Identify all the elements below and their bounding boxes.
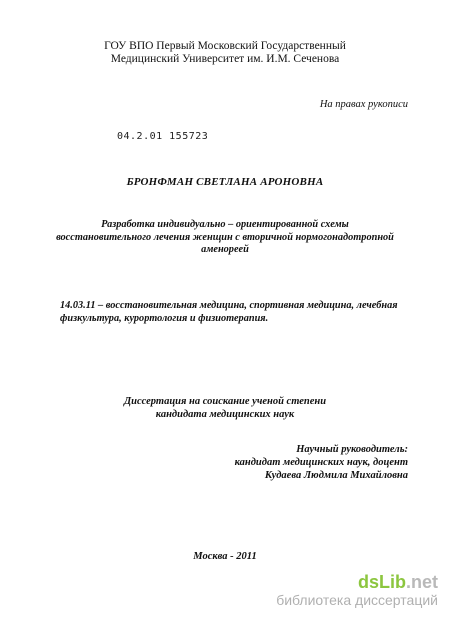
specialty-line-2: физкультура, курортология и физиотерапия. (60, 312, 269, 324)
title-line-2: восстановительного лечения женщин с вторичной нормогонадотропной (56, 231, 394, 243)
city-year: Москва - 2011 (193, 551, 257, 562)
title-line-1: Разработка индивидуально – ориентированной схемы (101, 219, 349, 230)
library-stamp: 04.2.01 155723 (117, 131, 209, 142)
watermark-logo-net: .net (405, 572, 438, 592)
dissertation-title (40, 219, 410, 257)
rights-note: На правах рукописи (319, 99, 408, 110)
degree-line-1: Диссертация на соискание ученой степени (123, 396, 327, 407)
author-name: БРОНФМАН СВЕТЛАНА АРОНОВНА (126, 176, 324, 188)
institution-header (0, 40, 450, 66)
specialty-code (60, 300, 420, 326)
specialty-line-1: 14.03.11 – восстановительная медицина, спортивная медицина, лечебная (60, 300, 398, 311)
watermark-logo[interactable] (276, 572, 438, 592)
supervisor-degree: кандидат медицинских наук, доцент (234, 456, 408, 468)
title-line-3: аменореей (201, 244, 249, 256)
watermark-subtitle: библиотека диссертаций (276, 592, 438, 608)
supervisor-block (148, 444, 408, 482)
supervisor-name: Кудаева Людмила Михайловна (264, 469, 408, 481)
watermark-logo-lib: Lib (378, 572, 406, 592)
degree-statement (0, 395, 450, 421)
supervisor-label: Научный руководитель: (296, 444, 408, 455)
institution-line-1: ГОУ ВПО Первый Московский Государственный (104, 40, 346, 52)
watermark-logo-ds: ds (357, 572, 379, 592)
institution-line-2: Медицинский Университет им. И.М. Сеченова (110, 53, 340, 65)
watermark[interactable] (276, 572, 438, 608)
degree-line-2: кандидата медицинских наук (155, 409, 295, 420)
